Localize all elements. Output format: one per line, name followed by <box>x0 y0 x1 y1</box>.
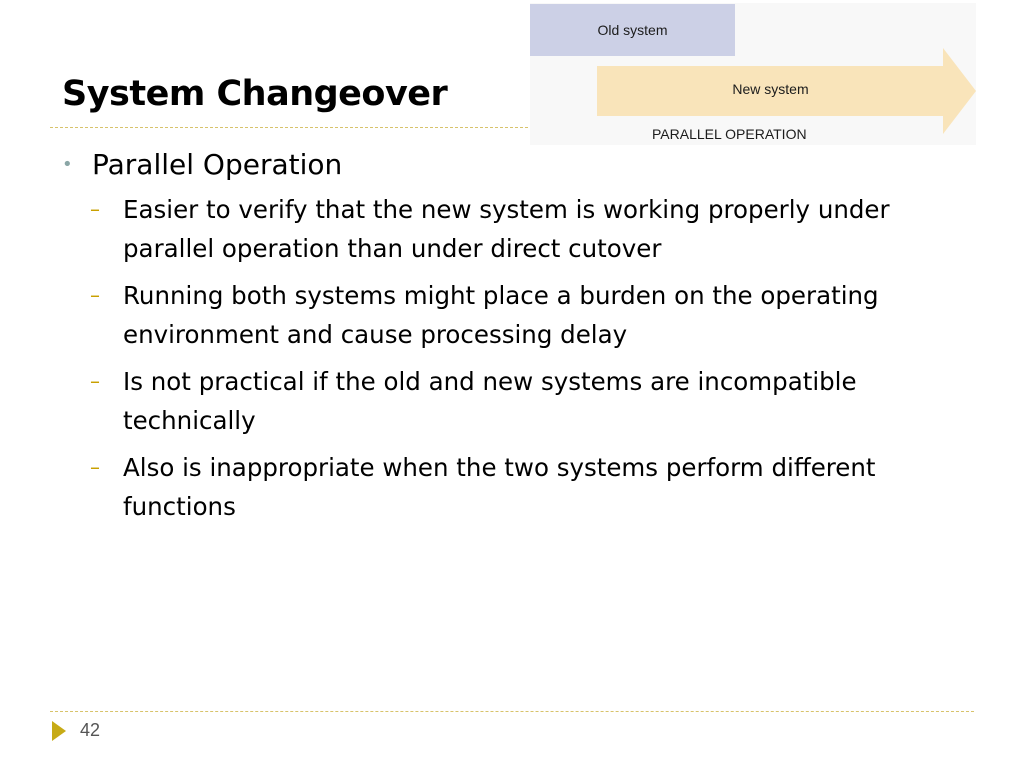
sub-bullet-list <box>90 190 960 526</box>
sub-bullet <box>90 362 960 440</box>
triangle-marker-icon <box>52 721 66 741</box>
sub-bullet <box>90 190 960 268</box>
bullet-heading: Parallel Operation <box>92 148 343 181</box>
old-system-label: Old system <box>597 22 668 38</box>
sub-bullet <box>90 448 960 526</box>
title-divider <box>50 127 528 128</box>
bullet-dot-icon: • <box>62 154 73 175</box>
page-number: 42 <box>80 720 101 740</box>
footer-divider <box>50 711 974 712</box>
dash-bullet-icon: – <box>90 455 100 479</box>
sub-bullet-text: Is not practical if the old and new systems are incompatible technically <box>123 367 857 435</box>
dash-bullet-icon: – <box>90 197 100 221</box>
diagram-caption: PARALLEL OPERATION <box>652 126 807 142</box>
slide-body <box>60 146 960 534</box>
new-system-arrow <box>597 48 976 134</box>
dash-bullet-icon: – <box>90 283 100 307</box>
dash-bullet-icon: – <box>90 369 100 393</box>
sub-bullet-text: Running both systems might place a burden on the operating environment and cause processing delay <box>123 281 879 349</box>
bullet-level1 <box>60 146 960 184</box>
sub-bullet-text: Easier to verify that the new system is working properly under parallel operation than under direct cutover <box>123 195 890 263</box>
sub-bullet <box>90 276 960 354</box>
parallel-operation-diagram <box>530 3 976 145</box>
sub-bullet-text: Also is inappropriate when the two systems perform different functions <box>123 453 876 521</box>
slide-title: System Changeover <box>62 74 448 114</box>
new-system-label: New system <box>732 81 809 97</box>
